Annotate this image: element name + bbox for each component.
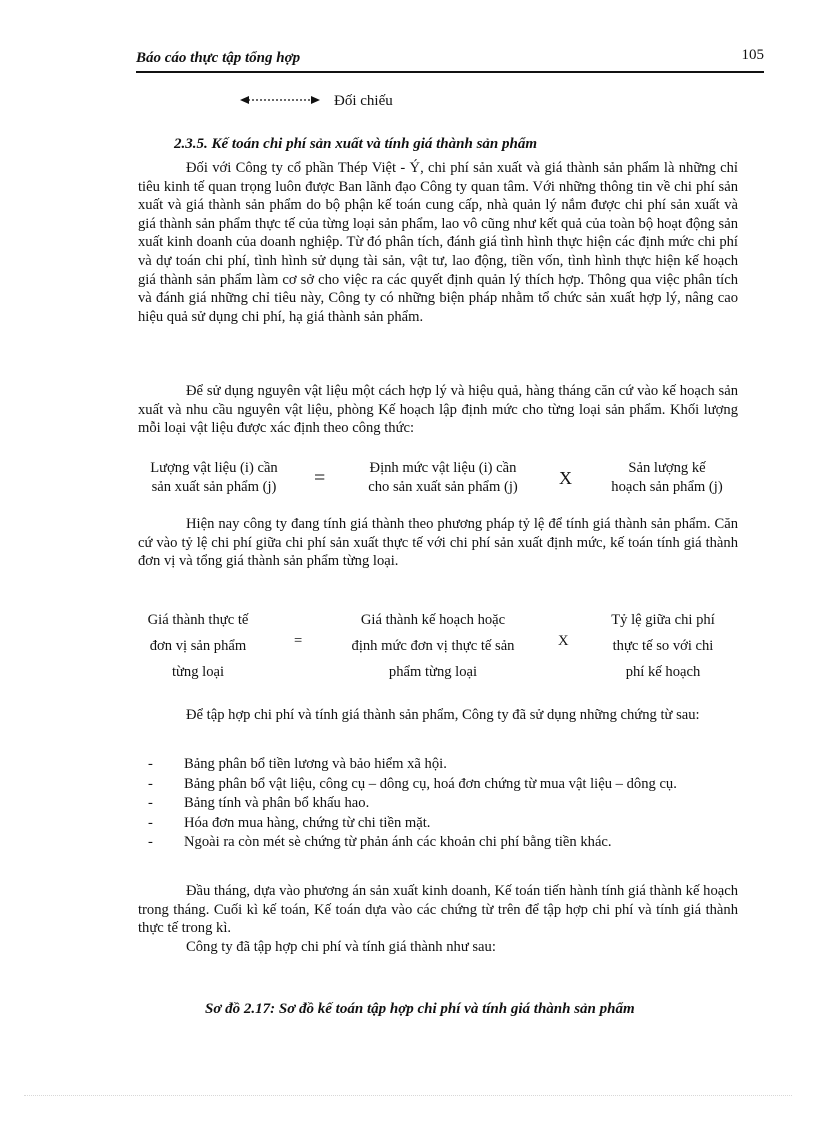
formula1-mid-line2: cho sản xuất sản phẩm (j)	[368, 479, 518, 495]
formula1-mid-line1: Định mức vật liệu (i) cần	[369, 460, 517, 476]
formula1-rhs	[590, 459, 744, 497]
footer-divider	[24, 1095, 792, 1096]
formula2-mid-line1: Giá thành kế hoạch hoặc	[360, 612, 506, 628]
double-arrow-icon	[240, 93, 320, 107]
list-item-text: Bảng phân bổ tiền lương và bảo hiểm xã hội.	[184, 756, 447, 772]
paragraph-summary: Công ty đã tập hợp chi phí và tính giá thành như sau:	[186, 939, 496, 955]
formula2-mid-line3: phẩm từng loại	[388, 664, 478, 680]
formula2-mid-line2: định mức đơn vị thực tế sản	[351, 638, 515, 654]
list-item	[138, 794, 742, 814]
bullet-marker: -	[148, 795, 153, 811]
formula2-times: X	[558, 633, 569, 649]
formula-material-quantity	[138, 459, 738, 501]
formula1-lhs-line2: sản xuất sản phẩm (j)	[151, 479, 277, 495]
formula2-lhs-line1: Giá thành thực tế	[147, 612, 249, 628]
list-item-text: Bảng phân bổ vật liệu, công cụ – dông cụ, hoá đơn chứng từ mua vật liệu – dông cụ.	[184, 775, 677, 792]
formula2-equals: =	[294, 633, 303, 649]
formula1-rhs-line1: Sản lượng kế	[628, 460, 706, 476]
paragraph-intro: Đối với Công ty cổ phần Thép Việt - Ý, chi phí sản xuất và giá thành sản phẩm là những chỉ tiêu kinh tế quan trọng luôn được Ban lãnh đạo Công ty quan tâm. Với những thông tin về chi phí sản xuất và giá thành sản phẩm do bộ phận kế toán cung cấp, nhà quản lý nắm được chi phí sản xuất và giá thành sản phẩm thực tế của từng loại sản phẩm, lao vô cũng như kết quả của toàn bộ hoạt động sản xuất kinh doanh của doanh nghiệp. Từ đó phân tích, đánh giá tình hình thực hiện các định mức chi phí và dự toán chi phí, tình hình sử dụng tài sản, vật tư, lao động, tiền vốn, tình hình thực hiện kế hoạch giá thành sản phẩm làm cơ sở cho việc ra các quyết định quản lý thích hợp. Thông qua việc phân tích và đánh giá những chỉ tiêu này, Công ty có những biện pháp nhằm tổ chức sản xuất hợp lý, nâng cao hiệu quả sử dụng chi phí, hạ giá thành sản phẩm.	[138, 160, 738, 325]
page-header	[136, 45, 764, 73]
bullet-marker: -	[148, 834, 153, 850]
legend-label: Đối chiếu	[334, 93, 393, 109]
formula-unit-cost	[138, 607, 738, 687]
paragraph-monthly-process: Đầu tháng, dựa vào phương án sản xuất kinh doanh, Kế toán tiến hành tính giá thành kế hoạch trong tháng. Cuối kì kế toán, Kế toán dựa vào các chứng từ trên để tập hợp chi phí và tính giá thành thực tế trong kì.	[138, 883, 738, 937]
bullet-marker: -	[148, 814, 153, 831]
diagram-caption: Sơ đồ 2.17: Sơ đồ kế toán tập hợp chi phí và tính giá thành sản phẩm	[205, 1001, 635, 1017]
list-item-text: Hóa đơn mua hàng, chứng từ chi tiền mặt.	[184, 814, 431, 831]
formula2-rhs-line1: Tỷ lệ giữa chi phí	[611, 612, 715, 628]
bullet-marker: -	[148, 775, 153, 792]
header-title: Báo cáo thực tập tổng hợp	[136, 50, 301, 66]
bullet-marker: -	[148, 756, 153, 772]
paragraph-costing-method: Hiện nay công ty đang tính giá thành theo phương pháp tỷ lệ để tính giá thành sản phẩm. Căn cứ vào tỷ lệ chi phí giữa chi phí sản xuất thực tế với chi phí sản xuất định mức, kế toán tính giá thành đơn vị và tổng giá thành sản phẩm từng loại.	[138, 516, 738, 570]
formula2-lhs-line3: từng loại	[171, 664, 225, 680]
list-item-text: Bảng tính và phân bổ khấu hao.	[184, 795, 370, 811]
formula2-mid	[328, 607, 538, 685]
formula2-rhs-line3: phí kế hoạch	[625, 664, 701, 680]
formula1-lhs-line1: Lượng vật liệu (i) cần	[150, 460, 278, 476]
paragraph-documents-intro: Để tập hợp chi phí và tính giá thành sản phẩm, Công ty đã sử dụng những chứng từ sau:	[186, 707, 700, 723]
page-number: 105	[741, 47, 764, 63]
formula1-times: X	[559, 468, 572, 488]
section-heading: 2.3.5. Kế toán chi phí sản xuất và tính giá thành sản phẩm	[174, 136, 538, 152]
list-item	[138, 775, 742, 795]
formula1-lhs	[138, 459, 290, 497]
formula1-equals: =	[314, 467, 326, 489]
formula2-rhs-line2: thực tế so với chi	[612, 638, 714, 654]
list-item	[138, 755, 742, 775]
formula1-rhs-line2: hoạch sản phẩm (j)	[611, 479, 723, 495]
formula1-mid	[343, 459, 543, 497]
formula2-rhs	[588, 607, 738, 685]
list-item	[138, 833, 742, 853]
formula2-lhs	[138, 607, 258, 685]
paragraph-materials: Để sử dụng nguyên vật liệu một cách hợp lý và hiệu quả, hàng tháng căn cứ vào kế hoạch sản xuất và nhu cầu nguyên vật liệu, phòng Kế hoạch lập định mức cho từng loại sản phẩm. Khối lượng mỗi loại vật liệu được xác định theo công thức:	[138, 383, 738, 437]
list-item-text: Ngoài ra còn mét sè chứng từ phản ánh các khoản chi phí bằng tiền khác.	[184, 834, 612, 850]
formula2-lhs-line2: đơn vị sản phẩm	[149, 638, 247, 654]
list-item	[138, 814, 742, 834]
document-list	[138, 755, 742, 853]
